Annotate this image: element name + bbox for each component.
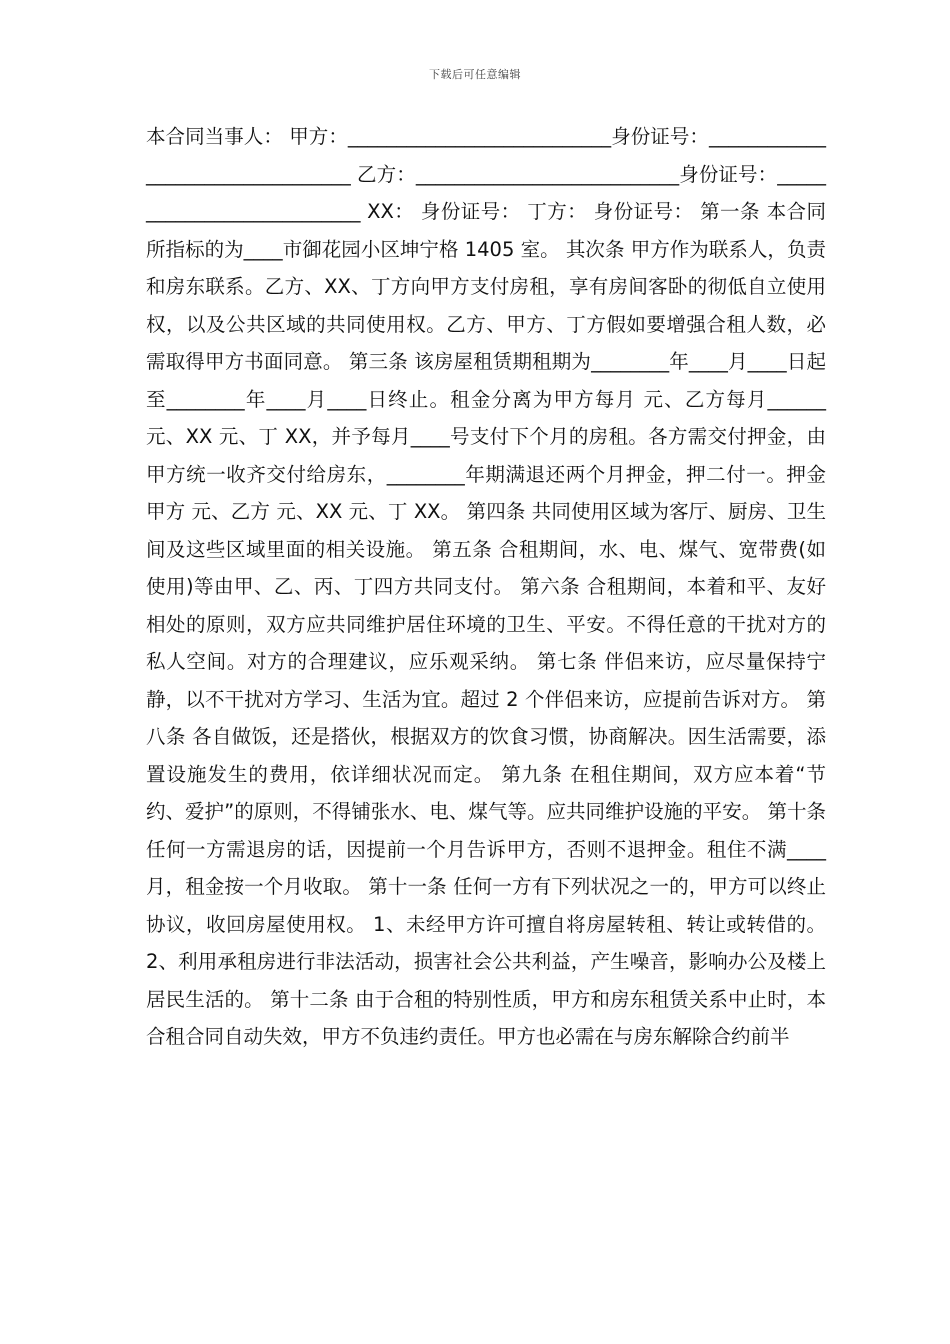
- page-header-note: 下载后可任意编辑: [429, 68, 521, 81]
- contract-body-text: 本合同当事人： 甲方：___________________________身份证号：_________________________________ 乙方：___________________________身份证号：___________________________ XX： 身份证号： 丁方： 身份证号： 第一条 本合同所指标的为____市御花园小区坤宁格 1405 室。 其次条 甲方作为联系人，负责和房东联系。乙方、XX、丁方向甲方支付房租，享有房间客卧的彻低自立使用权，以及公共区域的共同使用权。乙方、甲方、丁方假如要增强合租人数，必需取得甲方书面同意。 第三条 该房屋租赁期租期为________年____月____日起至________年____月____日终止。租金分离为甲方每月 元、乙方每月______元、XX 元、丁 XX，并予每月____号支付下个月的房租。各方需交付押金，由甲方统一收齐交付给房东，________年期满退还两个月押金，押二付一。押金甲方 元、乙方 元、XX 元、丁 XX。 第四条 共同使用区域为客厅、厨房、卫生间及这些区域里面的相关设施。 第五条 合租期间，水、电、煤气、宽带费(如使用)等由甲、乙、丙、丁四方共同支付。 第六条 合租期间，本着和平、友好相处的原则，双方应共同维护居住环境的卫生、平安。不得任意的干扰对方的私人空间。对方的合理建议，应乐观采纳。 第七条 伴侣来访，应尽量保持宁静，以不干扰对方学习、生活为宜。超过 2 个伴侣来访，应提前告诉对方。 第八条 各自做饭，还是搭伙，根据双方的饮食习惯，协商解决。因生活需要，添置设施发生的费用，依详细状况而定。 第九条 在租住期间，双方应本着“节约、爱护”的原则，不得铺张水、电、煤气等。应共同维护设施的平安。 第十条 任何一方需退房的话，因提前一个月告诉甲方，否则不退押金。租住不满____月，租金按一个月收取。 第十一条 任何一方有下列状况之一的，甲方可以终止协议，收回房屋使用权。 1、未经甲方许可擅自将房屋转租、转让或转借的。 2、利用承租房进行非法活动，损害社会公共利益，产生噪音，影响办公及楼上居民生活的。 第十二条 由于合租的特别性质，甲方和房东租赁关系中止时，本合租合同自动失效，甲方不负违约责任。甲方也必需在与房东解除合约前半: [146, 125, 826, 1048]
